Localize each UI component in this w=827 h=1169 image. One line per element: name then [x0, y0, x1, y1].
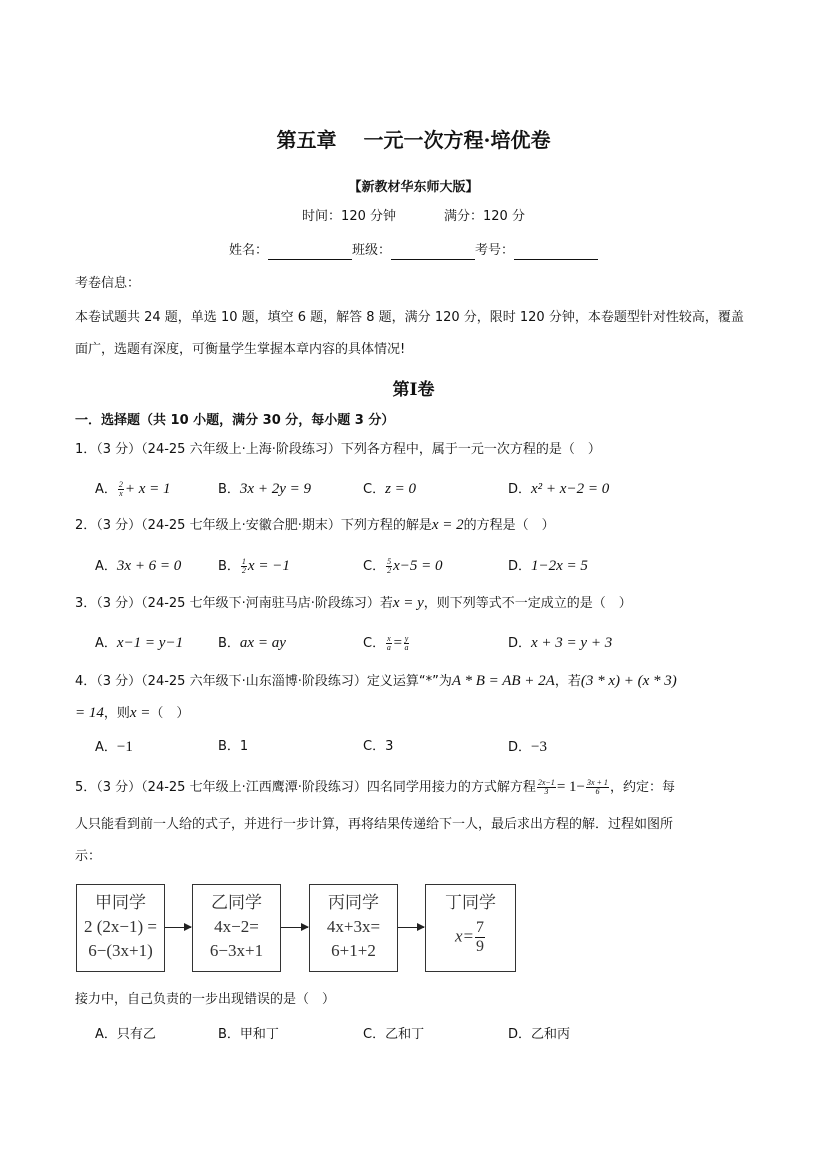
name-label: 姓名：: [228, 243, 268, 258]
section-heading: 一．选择题（共 10 小题，满分 30 分，每小题 3 分）: [75, 413, 395, 428]
page-title: 第五章 一元一次方程·培优卷: [276, 128, 551, 152]
full-score: 满分：120 分: [444, 209, 525, 224]
q4-option-b: B．1: [218, 739, 249, 754]
q5-stem-line3: 示：: [75, 849, 102, 864]
q5-question: 接力中，自己负责的一步出现错误的是（ ）: [75, 992, 336, 1007]
subtitle: 【新教材华东师大版】: [348, 180, 479, 195]
relay-box-yi: 乙同学 4x−2= 6−3x+1: [192, 884, 281, 972]
info-line1: 本卷试题共 24 题，单选 10 题，填空 6 题，解答 8 题，满分 120 分，限时 120 分钟，本卷题型针对性较高，覆盖: [75, 310, 744, 325]
q5-option-d: D．乙和丙: [508, 1027, 571, 1042]
relay-box-bing: 丙同学 4x+3x= 6+1+2: [309, 884, 398, 972]
q3-option-c: C． $\frac{x}{a}$ = $\frac{y}{a}$: [363, 634, 409, 652]
info-label: 考卷信息：: [75, 276, 141, 291]
id-field[interactable]: [514, 245, 598, 260]
q5-stem: 5．（3 分）（24-25 七年级上·江西鹰潭·阶段练习）四名同学用接力的方式解方程 $\frac{2x-1}{3}$ = 1− $\frac{3x + 1}{6}$ ，约定：每: [75, 778, 675, 796]
arrow-icon: [281, 927, 308, 928]
q5-option-b: B．甲和丁: [218, 1027, 279, 1042]
q2-option-c: C． $\frac{5}{2}$ x−5 = 0: [363, 557, 443, 575]
class-label: 班级：: [351, 243, 391, 258]
class-field[interactable]: [391, 245, 475, 260]
q2-option-a: A．3x + 6 = 0: [95, 558, 182, 574]
q2-option-d: D．1−2x = 5: [508, 558, 588, 574]
name-field[interactable]: [268, 245, 352, 260]
q4-option-d: D．−3: [508, 739, 547, 755]
q3-option-b: B．ax = ay: [218, 635, 286, 651]
q3-option-a: A．x−1 = y−1: [95, 635, 184, 651]
q5-option-c: C．乙和丁: [363, 1027, 425, 1042]
time-limit: 时间：120 分钟: [302, 209, 396, 224]
q1-stem: 1．（3 分）（24-25 六年级上·上海·阶段练习）下列各方程中，属于一元一次方程的是（ ）: [75, 442, 601, 457]
q2-option-b: B． $\frac{1}{2}$ x = −1: [218, 557, 290, 575]
q1-option-d: D．x² + x−2 = 0: [508, 481, 610, 497]
arrow-icon: [398, 927, 424, 928]
q4-option-c: C．3: [363, 739, 394, 754]
q4-stem-line2: = 14，则x =（ ）: [75, 705, 190, 721]
q4-option-a: A．−1: [95, 739, 133, 755]
arrow-icon: [165, 927, 191, 928]
part-heading: 第Ⅰ卷: [392, 380, 435, 400]
q5-option-a: A．只有乙: [95, 1027, 156, 1042]
q1-option-a: A． $\frac{2}{x}$ + x = 1: [95, 480, 171, 498]
q2-stem: 2．（3 分）（24-25 七年级上·安徽合肥·期末）下列方程的解是x = 2的方程是（ ）: [75, 517, 555, 533]
info-line2: 面广，选题有深度，可衡量学生掌握本章内容的具体情况!: [75, 342, 406, 357]
q1-option-b: B．3x + 2y = 9: [218, 481, 311, 497]
q1-option-c: C．z = 0: [363, 481, 417, 497]
q3-stem: 3．（3 分）（24-25 七年级下·河南驻马店·阶段练习）若x = y，则下列等式不一定成立的是（ ）: [75, 595, 632, 611]
q4-stem: 4．（3 分）（24-25 六年级下·山东淄博·阶段练习）定义运算“*”为A * B = AB + 2A，若(3 * x) + (x * 3): [75, 673, 677, 689]
exam-meta: [0, 208, 827, 226]
q5-stem-line2: 人只能看到前一人给的式子，并进行一步计算，再将结果传递给下一人，最后求出方程的解．过程如图所: [75, 817, 674, 832]
q3-option-d: D．x + 3 = y + 3: [508, 635, 613, 651]
id-label: 考号：: [475, 243, 515, 258]
relay-box-jia: 甲同学 2 (2x−1) = 6−(3x+1): [76, 884, 165, 972]
student-fields: [0, 242, 827, 260]
relay-box-ding: 丁同学 x= $\frac{7}{9}$: [425, 884, 516, 972]
